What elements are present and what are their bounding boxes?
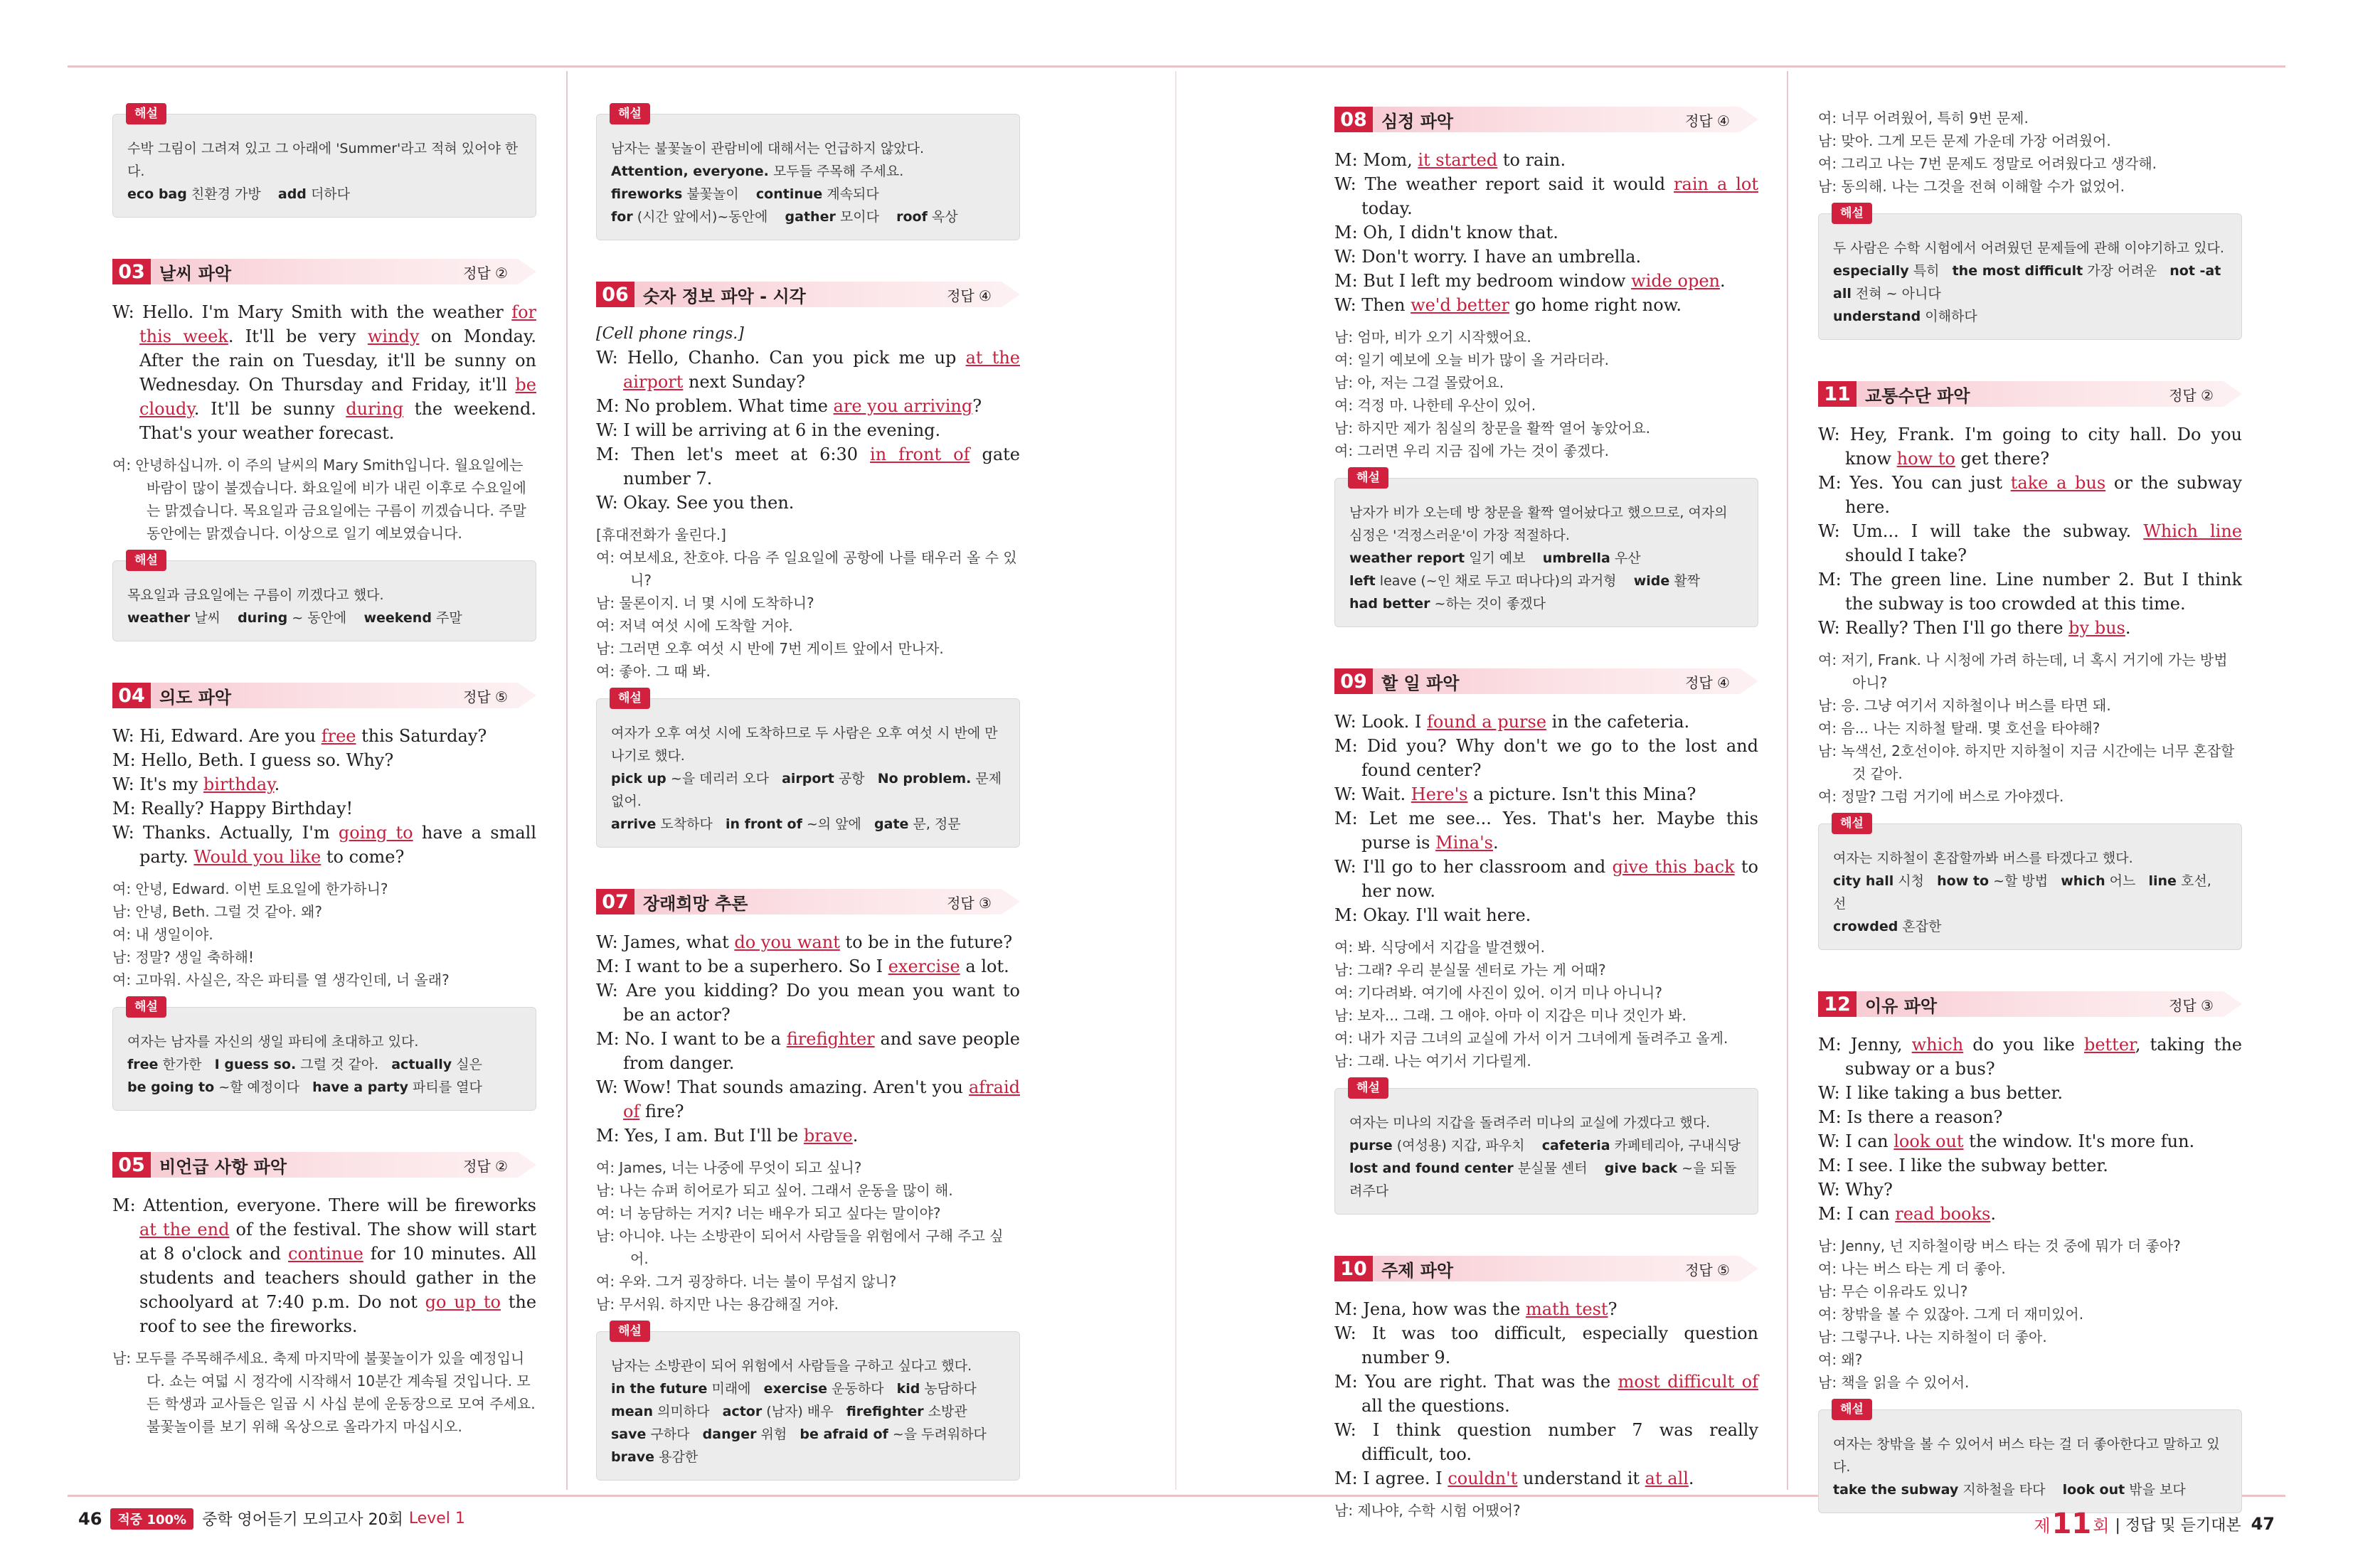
section-title: 심정 파악 <box>1381 111 1454 132</box>
section-header <box>1334 107 1758 132</box>
section-03 <box>112 259 536 641</box>
translation-line: 남: 응. 그냥 여기서 지하철이나 버스를 타면 돼. <box>1818 697 2111 714</box>
translation-line: 남: 무슨 이유라도 있니? <box>1818 1283 1968 1300</box>
stage-direction-ko: [휴대전화가 울린다.] <box>596 526 726 543</box>
script-line: W: I will be arriving at 6 in the evening. <box>596 420 941 440</box>
script-line: W: Really? Then I'll go there by bus. <box>1818 618 2131 638</box>
explanation-tag: 해설 <box>1348 467 1388 489</box>
top-rule <box>68 65 2285 68</box>
script-line: W: Hey, Frank. I'm going to city hall. Do you know how to get there? <box>1818 425 2242 469</box>
explanation-box <box>1818 206 2242 340</box>
explanation-text: 남자가 비가 오는데 방 창문을 활짝 열어놨다고 했으므로, 여자의 심정은 '걱정스러운'이 가장 적절하다. <box>1349 505 1728 543</box>
section-number: 05 <box>112 1152 151 1178</box>
script-line: W: It was too difficult, especially question number 9. <box>1334 1323 1758 1367</box>
translation-line: 여: 좋아. 그 때 봐. <box>596 663 711 680</box>
vocab-row: weather 날씨 during ~ 동안에 weekend 주말 <box>127 610 462 626</box>
script-line: W: Wow! That sounds amazing. Aren't you afraid of fire? <box>596 1077 1020 1121</box>
translation-line: 남: 모두를 주목해주세요. 축제 마지막에 불꽃놀이가 있을 예정입니다. 쇼는 여덟 시 정각에 시작해서 10분간 계속될 것입니다. 모든 학생과 교사들은 일곱 시 사십 분에 운동장으로 모여 주세요. 불꽃놀이를 보기 위해 옥상으로 올라가지 마십시오. <box>112 1350 536 1435</box>
translation-line: 여: 나는 버스 타는 게 더 좋아. <box>1818 1260 2006 1277</box>
translation-line: 남: 아, 저는 그걸 몰랐어요. <box>1334 374 1504 391</box>
translation-line: 남: 책을 읽을 수 있어서. <box>1818 1374 1970 1391</box>
section-header <box>112 683 536 708</box>
explanation-box <box>596 691 1020 848</box>
script-line: M: You are right. That was the most difficult of all the questions. <box>1334 1372 1758 1416</box>
section-header <box>596 889 1020 914</box>
explanation-box <box>596 1324 1020 1481</box>
script-line: M: I can read books. <box>1818 1204 1996 1224</box>
script-line: W: I'll go to her classroom and give this back to her now. <box>1334 857 1759 901</box>
answer-label: 정답 ⑤ <box>1685 1261 1730 1279</box>
script-line: M: Mom, it started to rain. <box>1334 150 1566 170</box>
section-header <box>112 1152 536 1178</box>
vocab-row: fireworks 불꽃놀이 continue 계속되다 <box>611 186 879 202</box>
section-11 <box>1818 381 2242 950</box>
explanation-box <box>112 107 536 218</box>
explanation-tag: 해설 <box>1832 813 1872 834</box>
section-number: 10 <box>1334 1256 1373 1281</box>
vocab-row: free 한가한 I guess so. 그럴 것 같아. actually 실은 <box>127 1057 482 1072</box>
explanation-text: 남자는 불꽃놀이 관람비에 대해서는 언급하지 않았다. <box>611 141 925 156</box>
vocab-row: be going to ~할 예정이다 have a party 파티를 열다 <box>127 1079 482 1095</box>
answer-label: 정답 ⑤ <box>463 688 508 705</box>
explanation-box <box>1334 1081 1758 1215</box>
section-number: 08 <box>1334 107 1373 132</box>
translation-line: 여: 일기 예보에 오늘 비가 많이 올 거라더라. <box>1334 351 1610 368</box>
section-number: 07 <box>596 889 634 914</box>
script-line: W: I think question number 7 was really difficult, too. <box>1334 1420 1758 1464</box>
vocab-row: save 구하다 danger 위험 be afraid of ~을 두려워하다 <box>611 1426 987 1442</box>
explanation-box <box>1818 1402 2242 1513</box>
answer-label: 정답 ② <box>463 1157 508 1175</box>
script-line: M: Hello, Beth. I guess so. Why? <box>112 750 394 770</box>
explanation-tag: 해설 <box>1832 1399 1872 1420</box>
translation-line: 여: 너무 어려웠어, 특히 9번 문제. <box>1818 110 2029 127</box>
explanation-tag: 해설 <box>126 550 166 571</box>
translation-line: 남: 나는 슈퍼 히어로가 되고 싶어. 그래서 운동을 많이 해. <box>596 1182 953 1199</box>
vocab-row: brave 용감한 <box>611 1449 699 1465</box>
translation-line: 여: 그러면 우리 지금 집에 가는 것이 좋겠다. <box>1334 442 1610 459</box>
explanation-box <box>596 107 1020 240</box>
round-suffix: 회 <box>2093 1515 2110 1536</box>
section-title: 할 일 파악 <box>1381 673 1460 693</box>
translation-line: 남: 물론이지. 너 몇 시에 도착하니? <box>596 594 814 612</box>
script-line: W: Thanks. Actually, I'm going to have a small party. Would you like to come? <box>112 823 536 867</box>
explanation-text: 수박 그림이 그려져 있고 그 아래에 'Summer'라고 적혀 있어야 한다. <box>127 141 519 179</box>
script-line: M: Okay. I'll wait here. <box>1334 905 1531 925</box>
section-number: 09 <box>1334 668 1373 694</box>
script-line: M: I want to be a superhero. So I exercise a lot. <box>596 956 1009 976</box>
section-title: 장래희망 추론 <box>643 893 748 914</box>
script-line: W: Hi, Edward. Are you free this Saturday? <box>112 726 487 746</box>
section-number: 12 <box>1818 991 1857 1017</box>
answer-label: 정답 ③ <box>2169 996 2214 1014</box>
script-line: M: But I left my bedroom window wide open. <box>1334 271 1726 291</box>
explanation-tag: 해설 <box>126 996 166 1018</box>
vocab-row: Attention, everyone. 모두들 주목해 주세요. <box>611 164 904 179</box>
section-07 <box>596 889 1020 1481</box>
translation-line: 남: 그러면 오후 여섯 시 반에 7번 게이트 앞에서 만나자. <box>596 640 944 657</box>
script-line: M: I see. I like the subway better. <box>1818 1156 2108 1175</box>
translation-line: 남: 그래? 우리 분실물 센터로 가는 게 어때? <box>1334 961 1606 978</box>
translation-line: 여: 우와. 그거 굉장하다. 너는 불이 무섭지 않니? <box>596 1273 897 1290</box>
translation-line: 남: 보자... 그래. 그 애야. 아마 이 지갑은 미나 것인가 봐. <box>1334 1007 1687 1024</box>
translation-line: 여: 내가 지금 그녀의 교실에 가서 이거 그녀에게 돌려주고 올게. <box>1334 1030 1728 1047</box>
vocab-row: had better ~하는 것이 좋겠다 <box>1349 596 1546 612</box>
translation-line: 남: 안녕, Beth. 그럴 것 같아. 왜? <box>112 903 322 920</box>
column-2 <box>596 107 1020 1486</box>
column-1 <box>112 107 536 1486</box>
explanation-text: 여자는 창밖을 볼 수 있어서 버스 타는 걸 더 좋아한다고 말하고 있다. <box>1833 1436 2220 1475</box>
script-line: M: The green line. Line number 2. But I think the subway is too crowded at this time. <box>1818 570 2242 614</box>
section-title: 날씨 파악 <box>159 263 232 284</box>
explanation-text: 목요일과 금요일에는 구름이 끼겠다고 했다. <box>127 587 384 603</box>
translation-line: 남: 그렇구나. 나는 지하철이 더 좋아. <box>1818 1328 2047 1345</box>
translation-line: 남: 동의해. 나는 그것을 전혀 이해할 수가 없었어. <box>1818 178 2125 195</box>
footer-right <box>2034 1508 2275 1540</box>
script-line: W: Are you kidding? Do you mean you want to be an actor? <box>596 981 1020 1025</box>
section-number: 11 <box>1818 381 1857 407</box>
section-08 <box>1334 107 1758 627</box>
section-header <box>596 282 1020 307</box>
explanation-text: 여자는 지하철이 혼잡할까봐 버스를 타겠다고 했다. <box>1833 850 2133 866</box>
translation-line: 남: Jenny, 넌 지하철이랑 버스 타는 것 중에 뭐가 더 좋아? <box>1818 1237 2181 1254</box>
footer-left <box>78 1508 465 1530</box>
script-line: W: Why? <box>1818 1180 1893 1200</box>
explanation-text: 여자는 남자를 자신의 생일 파티에 초대하고 있다. <box>127 1034 419 1050</box>
section-02-tail <box>112 107 536 218</box>
vocab-row: city hall 시청 how to ~할 방법 which 어느 line 호선, 선 <box>1833 873 2211 912</box>
explanation-tag: 해설 <box>1832 203 1872 224</box>
section-title: 교통수단 파악 <box>1865 385 1970 406</box>
round-number: 11 <box>2051 1508 2092 1540</box>
script-line: M: I agree. I couldn't understand it at all. <box>1334 1468 1694 1488</box>
section-10 <box>1334 1256 1758 1522</box>
column-divider-2 <box>1787 71 1788 1490</box>
section-05-tail <box>596 107 1020 240</box>
translation-line: 남: 그래. 나는 여기서 기다릴게. <box>1334 1052 1531 1070</box>
script-line: M: Oh, I didn't know that. <box>1334 223 1558 242</box>
answer-label: 정답 ④ <box>1685 673 1730 691</box>
vocab-row: weather report 일기 예보 umbrella 우산 <box>1349 550 1641 566</box>
translation-line: 여: 창밖을 볼 수 있잖아. 그게 더 재미있어. <box>1818 1306 2084 1323</box>
script-line: W: Wait. Here's a picture. Isn't this Mina? <box>1334 784 1696 804</box>
translation-line: 남: 무서워. 하지만 나는 용감해질 거야. <box>596 1296 839 1313</box>
translation-line: 여: James, 너는 나중에 무엇이 되고 싶니? <box>596 1159 862 1176</box>
script-line: M: Did you? Why don't we go to the lost and found center? <box>1334 736 1758 780</box>
section-09 <box>1334 668 1758 1215</box>
explanation-tag: 해설 <box>1348 1077 1388 1099</box>
section-title: 비언급 사항 파악 <box>159 1156 287 1177</box>
section-10-tail <box>1818 107 2242 340</box>
answer-label: 정답 ② <box>2169 386 2214 404</box>
page-number-right: 47 <box>2251 1514 2275 1534</box>
section-06 <box>596 282 1020 848</box>
vocab-row: crowded 혼잡한 <box>1833 919 1942 934</box>
vocab-row: lost and found center 분실물 센터 give back ~을 되돌려주다 <box>1349 1161 1737 1199</box>
script-line: W: I can look out the window. It's more fun. <box>1818 1131 2195 1151</box>
translation-line: 남: 하지만 제가 침실의 창문을 활짝 열어 놓았어요. <box>1334 420 1650 437</box>
script-line: M: Attention, everyone. There will be fireworks at the end of the festival. The show will start at 8 o'clock and continue for 10 minutes. All students and teachers should gather in the schoolyard at 7:40 p.m. Do not go up to the roof to see the fireworks. <box>112 1195 537 1336</box>
explanation-tag: 해설 <box>126 103 166 124</box>
translation-line: 여: 여보세요, 찬호야. 다음 주 일요일에 공항에 나를 태우러 올 수 있니? <box>596 549 1017 589</box>
section-header <box>1334 1256 1758 1281</box>
translation-line: 남: 엄마, 비가 오기 시작했어요. <box>1334 329 1531 346</box>
section-title: 의도 파악 <box>159 687 232 708</box>
translation-line: 여: 고마워. 사실은, 작은 파티를 열 생각인데, 너 올래? <box>112 971 450 988</box>
translation-line: 여: 너 농담하는 거지? 너는 배우가 되고 싶다는 말이야? <box>596 1205 941 1222</box>
translation-line: 여: 저기, Frank. 나 시청에 가려 하는데, 너 혹시 거기에 가는 방법 아니? <box>1818 651 2228 691</box>
section-04 <box>112 683 536 1111</box>
translation-line: 여: 그리고 나는 7번 문제도 정말로 어려웠다고 생각해. <box>1818 155 2157 172</box>
explanation-text: 여자가 오후 여섯 시에 도착하므로 두 사람은 오후 여섯 시 반에 만나기로 했다. <box>611 725 998 764</box>
script-line: M: Yes. You can just take a bus or the subway here. <box>1818 473 2242 517</box>
translation-line: 남: 녹색선, 2호선이야. 하지만 지하철이 지금 시간에는 너무 혼잡할 것 같아. <box>1818 742 2235 782</box>
section-header <box>1334 668 1758 694</box>
explanation-text: 남자는 소방관이 되어 위험에서 사람들을 구하고 싶다고 했다. <box>611 1358 972 1374</box>
script-line: W: It's my birthday. <box>112 774 280 794</box>
book-title: 중학 영어듣기 모의고사 20회 <box>202 1511 403 1529</box>
script-line: M: Is there a reason? <box>1818 1107 2003 1127</box>
script-line: M: No problem. What time are you arriving? <box>596 396 982 416</box>
script-line: M: Jenny, which do you like better, taking the subway or a bus? <box>1818 1035 2243 1079</box>
vocab-row: mean 의미하다 actor (남자) 배우 firefighter 소방관 <box>611 1404 967 1419</box>
section-label: | 정답 및 듣기대본 <box>2115 1516 2241 1535</box>
vocab-row: for (시간 앞에서)~동안에 gather 모이다 roof 옥상 <box>611 209 958 225</box>
translation-line: 여: 안녕하십니까. 이 주의 날씨의 Mary Smith입니다. 월요일에는 바람이 많이 불겠습니다. 화요일에 비가 내린 이후로 수요일에는 맑겠습니다. 목요일과 금요일에는 구름이 끼겠습니다. 주말 동안에는 맑겠습니다. 이상으로 일기 예보였습니다. <box>112 457 526 542</box>
vocab-row: in the future 미래에 exercise 운동하다 kid 농담하다 <box>611 1381 977 1397</box>
script-line: M: Really? Happy Birthday! <box>112 799 354 818</box>
answer-label: 정답 ④ <box>1685 112 1730 129</box>
section-title: 이유 파악 <box>1865 996 1938 1016</box>
script-line: W: Um... I will take the subway. Which line should I take? <box>1818 521 2243 565</box>
translation-line: 여: 저녁 여섯 시에 도착할 거야. <box>596 617 793 634</box>
section-12 <box>1818 991 2242 1513</box>
explanation-box <box>112 553 536 641</box>
vocab-row: eco bag 친환경 가방 add 더하다 <box>127 186 351 202</box>
vocab-row: understand 이해하다 <box>1833 309 1977 324</box>
round-prefix: 제 <box>2034 1515 2051 1536</box>
script-line: M: Jena, how was the math test? <box>1334 1299 1618 1319</box>
script-line: M: Then let's meet at 6:30 in front of gate number 7. <box>596 444 1020 489</box>
translation-line: 여: 내 생일이야. <box>112 926 213 943</box>
answer-label: 정답 ② <box>463 264 508 282</box>
translation-line: 여: 왜? <box>1818 1351 1863 1368</box>
section-number: 04 <box>112 683 151 708</box>
translation-line: 남: 제나야, 수학 시험 어땠어? <box>1334 1502 1521 1519</box>
script-line: M: No. I want to be a firefighter and save people from danger. <box>596 1029 1020 1073</box>
script-line: W: Okay. See you then. <box>596 493 795 513</box>
script-line: W: I like taking a bus better. <box>1818 1083 2063 1103</box>
section-header <box>1818 381 2242 407</box>
section-header <box>1818 991 2242 1017</box>
script-line: W: James, what do you want to be in the future? <box>596 932 1013 952</box>
column-divider-1 <box>566 71 568 1490</box>
translation-line: 여: 안녕, Edward. 이번 토요일에 한가하니? <box>112 880 388 897</box>
translation-line: 남: 정말? 생일 축하해! <box>112 949 255 966</box>
explanation-tag: 해설 <box>610 1321 650 1342</box>
section-number: 03 <box>112 259 151 284</box>
page-gutter <box>1175 71 1176 1490</box>
translation-line: 여: 음... 나는 지하철 탈래. 몇 호선을 타야해? <box>1818 720 2100 737</box>
vocab-row: purse (여성용) 지갑, 파우치 cafeteria 카페테리아, 구내식당 <box>1349 1138 1741 1153</box>
translation-line: 여: 봐. 식당에서 지갑을 발견했어. <box>1334 939 1546 956</box>
script-line: W: The weather report said it would rain a lot today. <box>1334 174 1758 218</box>
column-4 <box>1818 107 2243 1498</box>
translation-line: 여: 걱정 마. 나한테 우산이 있어. <box>1334 397 1536 414</box>
stage-direction: [Cell phone rings.] <box>596 325 744 343</box>
script-line: W: Look. I found a purse in the cafeteria. <box>1334 712 1690 732</box>
column-3 <box>1334 107 1759 1519</box>
answer-label: 정답 ③ <box>947 894 992 912</box>
book-level: Level 1 <box>408 1510 465 1527</box>
explanation-text: 두 사람은 수학 시험에서 어려웠던 문제들에 관해 이야기하고 있다. <box>1833 240 2224 256</box>
section-header <box>112 259 536 284</box>
section-title: 주제 파악 <box>1381 1260 1454 1281</box>
explanation-text: 여자는 미나의 지갑을 돌려주러 미나의 교실에 가겠다고 했다. <box>1349 1115 1711 1131</box>
translation-line: 여: 정말? 그럼 거기에 버스로 가야겠다. <box>1818 788 2064 805</box>
explanation-box <box>1334 471 1758 627</box>
answer-label: 정답 ④ <box>947 287 992 304</box>
translation-line: 남: 아니야. 나는 소방관이 되어서 사람들을 위험에서 구해 주고 싶어. <box>596 1227 1004 1267</box>
script-line: W: Then we'd better go home right now. <box>1334 295 1682 315</box>
script-line: W: Hello, Chanho. Can you pick me up at the airport next Sunday? <box>596 348 1021 392</box>
translation-line: 남: 맞아. 그게 모든 문제 가운데 가장 어려웠어. <box>1818 132 2111 149</box>
script-line: M: Let me see... Yes. That's her. Maybe this purse is Mina's. <box>1334 809 1758 853</box>
explanation-tag: 해설 <box>610 103 650 124</box>
script-line: M: Yes, I am. But I'll be brave. <box>596 1126 859 1146</box>
vocab-row: especially 특히 the most difficult 가장 어려운 not -at all 전혀 ~ 아니다 <box>1833 263 2221 302</box>
vocab-row: pick up ~을 데리러 오다 airport 공항 No problem. 문제 없어. <box>611 771 1002 809</box>
translation-line: 여: 기다려봐. 여기에 사진이 있어. 이거 미나 아니니? <box>1334 984 1662 1001</box>
script-line: W: Hello. I'm Mary Smith with the weather for this week. It'll be very windy on Monday. After the rain on Tuesday, it'll be sunny on Wednesday. On Thursday and Friday, it'll be cloudy. It'll be sunny during the weekend. That's your weather forecast. <box>112 302 536 443</box>
vocab-row: arrive 도착하다 in front of ~의 앞에 gate 문, 정문 <box>611 816 961 832</box>
section-number: 06 <box>596 282 634 307</box>
explanation-box <box>1818 816 2242 950</box>
book-badge: 적중 100% <box>110 1508 193 1530</box>
section-title: 숫자 정보 파악 - 시각 <box>643 286 806 306</box>
script-line: W: Don't worry. I have an umbrella. <box>1334 247 1642 267</box>
section-05 <box>112 1152 536 1438</box>
explanation-box <box>112 1000 536 1111</box>
vocab-row: take the subway 지하철을 타다 look out 밖을 보다 <box>1833 1482 2186 1498</box>
page-number-left: 46 <box>78 1508 102 1529</box>
explanation-tag: 해설 <box>610 688 650 709</box>
vocab-row: left leave (~인 채로 두고 떠나다)의 과거형 wide 활짝 <box>1349 573 1701 589</box>
